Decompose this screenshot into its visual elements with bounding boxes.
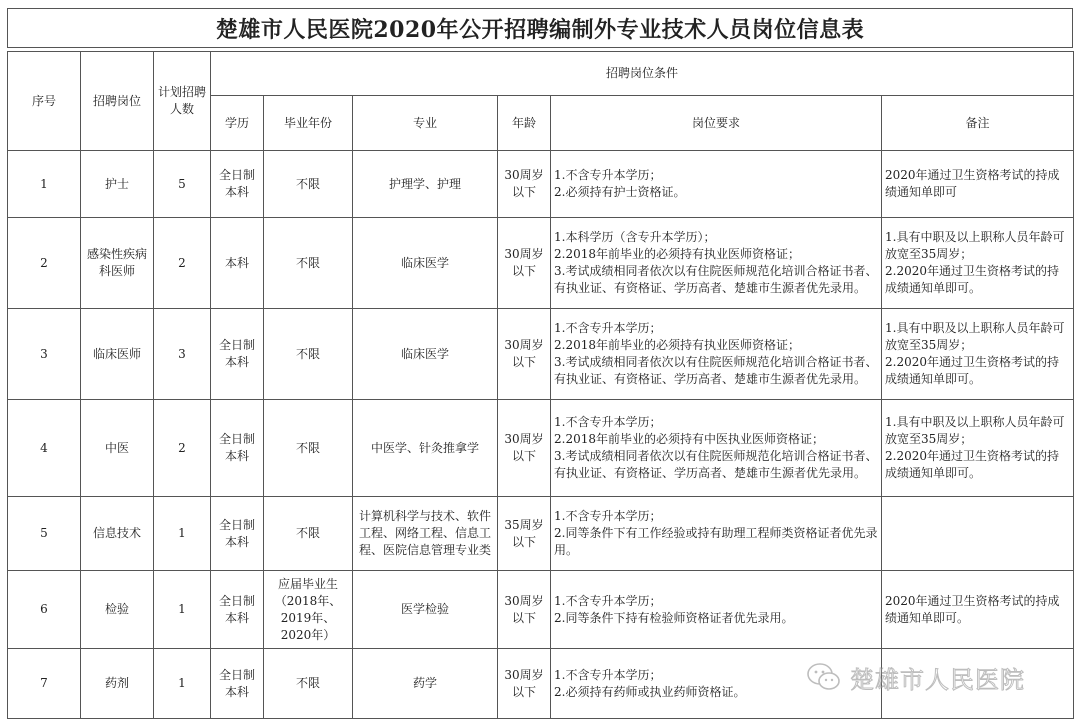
cell-requirements [551,649,882,719]
cell-remarks [882,571,1074,649]
cell-grad-year: 不限 [264,400,353,497]
cell-age: 30周岁以下 [498,151,551,218]
cell-planned: 2 [154,218,211,309]
watermark-text: 楚雄市人民医院 [850,665,1025,694]
requirements-line: 2.必须持有护士资格证。 [554,185,686,199]
cell-major: 计算机科学与技术、软件工程、网络工程、信息工程、医院信息管理专业类 [353,497,498,571]
cell-index: 6 [8,571,81,649]
cell-position: 护士 [81,151,154,218]
requirements-line: 2.必须持有药师或执业药师资格证。 [554,684,746,699]
remarks-line: 1.具有中职及以上职称人员年龄可放宽至35周岁； [885,415,1065,446]
positions-table [7,51,1074,719]
cell-grad-year: 应届毕业生（2018年、2019年、2020年） [264,571,353,649]
cell-index: 7 [8,649,81,719]
table-body [8,151,1074,719]
table-row [8,151,1074,218]
cell-grad-year: 不限 [264,649,353,719]
cell-index: 2 [8,218,81,309]
requirements-line: 1.不含专升本学历； [554,415,662,429]
cell-requirements [551,571,882,649]
cell-position: 中医 [81,400,154,497]
cell-planned: 2 [154,400,211,497]
cell-remarks [882,649,1074,719]
requirements-line: 3.考试成绩相同者依次以有住院医师规范化培训合格证书者、有执业证、有资格证、学历高者、楚雄市生源者优先录用。 [554,264,878,295]
cell-major: 中医学、针灸推拿学 [353,400,498,497]
requirements-line: 1.不含专升本学历； [554,667,662,682]
requirements-line: 2.2018年前毕业的必须持有执业医师资格证； [554,247,800,261]
table-row [8,571,1074,649]
cell-age: 30周岁以下 [498,400,551,497]
cell-planned: 1 [154,571,211,649]
remarks-line: 2.2020年通过卫生资格考试的持成绩通知单即可。 [885,264,1059,295]
header-requirements: 岗位要求 [551,96,882,151]
cell-position: 检验 [81,571,154,649]
table-row [8,218,1074,309]
cell-index: 5 [8,497,81,571]
cell-major: 医学检验 [353,571,498,649]
table-row [8,309,1074,400]
header-grad-year: 毕业年份 [264,96,353,151]
table-row [8,649,1074,719]
cell-planned: 1 [154,497,211,571]
remarks-line: 2020年通过卫生资格考试的持成绩通知单即可。 [885,593,1060,625]
cell-requirements [551,218,882,309]
remarks-line: 1.具有中职及以上职称人员年龄可放宽至35周岁； [885,321,1065,352]
cell-major: 临床医学 [353,218,498,309]
cell-remarks [882,151,1074,218]
page-title: 楚雄市人民医院2020年公开招聘编制外专业技术人员岗位信息表 [7,8,1073,48]
cell-education: 全日制本科 [211,571,264,649]
requirements-line: 2.2018年前毕业的必须持有执业医师资格证； [554,338,800,352]
requirements-line: 1.不含专升本学历； [554,321,662,335]
cell-remarks [882,309,1074,400]
cell-age: 30周岁以下 [498,309,551,400]
cell-index: 3 [8,309,81,400]
cell-major: 临床医学 [353,309,498,400]
requirements-line: 2.同等条件下有工作经验或持有助理工程师类资格证者优先录用。 [554,526,878,557]
cell-index: 1 [8,151,81,218]
cell-index: 4 [8,400,81,497]
requirements-line: 1.不含专升本学历； [554,509,662,523]
cell-age: 30周岁以下 [498,649,551,719]
cell-education: 全日制本科 [211,497,264,571]
cell-requirements [551,151,882,218]
cell-requirements [551,400,882,497]
cell-position: 药剂 [81,649,154,719]
cell-age: 30周岁以下 [498,571,551,649]
remarks-line: 1.具有中职及以上职称人员年龄可放宽至35周岁； [885,230,1065,261]
cell-education: 全日制本科 [211,151,264,218]
cell-grad-year: 不限 [264,151,353,218]
requirements-line: 1.不含专升本学历； [554,168,662,182]
cell-grad-year: 不限 [264,497,353,571]
cell-age: 30周岁以下 [498,218,551,309]
table-row [8,400,1074,497]
header-age: 年龄 [498,96,551,151]
cell-education: 全日制本科 [211,649,264,719]
requirements-line: 2.同等条件下持有检验师资格证者优先录用。 [554,610,794,625]
table-row [8,497,1074,571]
cell-age: 35周岁以下 [498,497,551,571]
header-index: 序号 [8,52,81,151]
requirements-line: 3.考试成绩相同者依次以有住院医师规范化培训合格证书者、有执业证、有资格证、学历高者、楚雄市生源者优先录用。 [554,355,878,386]
cell-requirements [551,497,882,571]
requirements-line: 2.2018年前毕业的必须持有中医执业医师资格证； [554,432,824,446]
header-remarks: 备注 [882,96,1074,151]
cell-education: 本科 [211,218,264,309]
header-conditions: 招聘岗位条件 [211,52,1074,96]
cell-remarks [882,218,1074,309]
cell-planned: 5 [154,151,211,218]
cell-planned: 3 [154,309,211,400]
remarks-line: 2.2020年通过卫生资格考试的持成绩通知单即可。 [885,449,1059,480]
header-education: 学历 [211,96,264,151]
requirements-line: 1.本科学历（含专升本学历）； [554,230,716,244]
cell-major: 护理学、护理 [353,151,498,218]
cell-education: 全日制本科 [211,400,264,497]
remarks-line: 2020年通过卫生资格考试的持成绩通知单即可 [885,168,1060,199]
cell-position: 信息技术 [81,497,154,571]
header-planned: 计划招聘人数 [154,52,211,151]
cell-position: 临床医师 [81,309,154,400]
cell-remarks [882,497,1074,571]
cell-education: 全日制本科 [211,309,264,400]
header-major: 专业 [353,96,498,151]
cell-remarks [882,400,1074,497]
requirements-line: 3.考试成绩相同者依次以有住院医师规范化培训合格证书者、有执业证、有资格证、学历高者、楚雄市生源者优先录用。 [554,449,878,480]
remarks-line: 2.2020年通过卫生资格考试的持成绩通知单即可。 [885,355,1059,386]
cell-grad-year: 不限 [264,309,353,400]
cell-major: 药学 [353,649,498,719]
header-position: 招聘岗位 [81,52,154,151]
cell-grad-year: 不限 [264,218,353,309]
cell-requirements [551,309,882,400]
cell-planned: 1 [154,649,211,719]
cell-position: 感染性疾病科医师 [81,218,154,309]
requirements-line: 1.不含专升本学历； [554,593,662,608]
